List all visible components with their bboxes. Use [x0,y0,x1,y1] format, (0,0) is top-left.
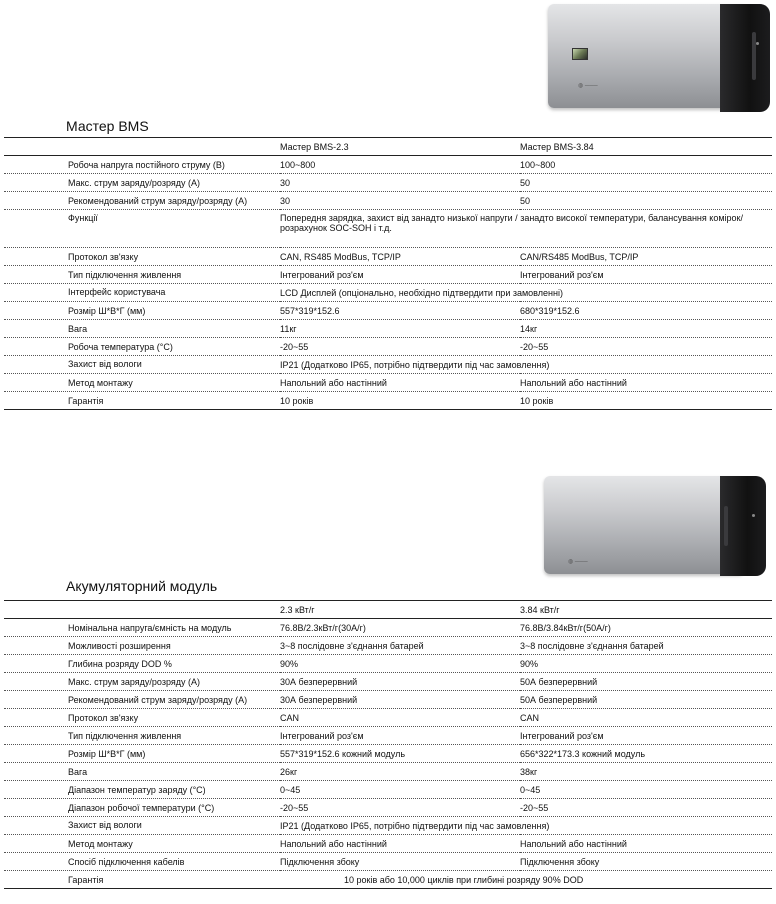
table-row [4,673,772,691]
row-label: Можливості розширення [4,637,280,655]
row-label: Спосіб підключення кабелів [4,853,280,871]
row-value: LCD Дисплей (опціонально, необхідно підтвердити при замовленні) [280,284,772,302]
table-row [4,392,772,410]
table-row [4,174,772,192]
row-label: Номінальна напруга/ємність на модуль [4,619,280,637]
row-value: 30А безперервний [280,673,520,691]
column-header: 3.84 кВт/г [520,601,772,619]
row-value: Інтегрований роз'єм [520,727,772,745]
row-value: 100~800 [520,156,772,174]
row-label: Захист від вологи [4,356,280,374]
table-row [4,156,772,174]
table-row [4,619,772,637]
row-value: Напольний або настінний [520,835,772,853]
row-value: 90% [520,655,772,673]
row-value: CAN [520,709,772,727]
row-value: -20~55 [520,338,772,356]
column-header: Мастер BMS-3.84 [520,138,772,156]
row-value: 0~45 [280,781,520,799]
column-header: 2.3 кВт/г [280,601,520,619]
row-value: 3~8 послідовне з'єднання батарей [520,637,772,655]
module-spec-table [4,600,772,889]
row-value: 50А безперервний [520,691,772,709]
row-label: Інтерфейс користувача [4,284,280,302]
row-value: Інтегрований роз'єм [280,727,520,745]
row-label: Тип підключення живлення [4,727,280,745]
row-value: 30 [280,174,520,192]
row-label: Тип підключення живлення [4,266,280,284]
row-value: 100~800 [280,156,520,174]
table-row [4,745,772,763]
row-value: 26кг [280,763,520,781]
row-value: Попередня зарядка, захист від занадто низької напруги / занадто високої температури, балансування комірок/ розрахунок SOC-SOH і т.д. [280,210,772,248]
row-value: -20~55 [520,799,772,817]
row-label: Вага [4,320,280,338]
table-row [4,727,772,745]
row-value: 656*322*173.3 кожний модуль [520,745,772,763]
row-value: 680*319*152.6 [520,302,772,320]
row-value: Напольний або настінний [520,374,772,392]
row-label: Вага [4,763,280,781]
row-value: CAN/RS485 ModBus, TCP/IP [520,248,772,266]
table-row [4,781,772,799]
table-row [4,853,772,871]
row-value: CAN [280,709,520,727]
row-value: 10 років або 10,000 циклів при глибині розряду 90% DOD [280,871,772,889]
table-row [4,302,772,320]
table-row [4,338,772,356]
row-value: 10 років [280,392,520,410]
row-label: Метод монтажу [4,374,280,392]
row-label: Протокол зв'язку [4,709,280,727]
row-value: 50 [520,174,772,192]
row-label: Функції [4,210,280,248]
row-value: 90% [280,655,520,673]
battery-module-image: ◍ ─── [544,476,766,576]
row-value: Підключення збоку [520,853,772,871]
table-row [4,210,772,248]
row-label: Розмір Ш*В*Г (мм) [4,302,280,320]
table-header-row [4,601,772,619]
row-value: 14кг [520,320,772,338]
table-row [4,248,772,266]
table-row [4,763,772,781]
row-value: 30А безперервний [280,691,520,709]
table-row [4,817,772,835]
row-value: Напольний або настінний [280,835,520,853]
row-value: 38кг [520,763,772,781]
table-row [4,655,772,673]
row-value: 50А безперервний [520,673,772,691]
row-label: Рекомендований струм заряду/розряду (А) [4,192,280,210]
module-section-title: Акумуляторний модуль [66,578,218,594]
row-value: 30 [280,192,520,210]
row-label: Макс. струм заряду/розряду (А) [4,174,280,192]
bms-spec-table [4,137,772,410]
row-value: Інтегрований роз'єм [520,266,772,284]
row-value: 10 років [520,392,772,410]
table-header-row [4,138,772,156]
row-value: -20~55 [280,799,520,817]
row-label: Робоча температура (°C) [4,338,280,356]
bms-section-title: Мастер BMS [66,118,149,134]
row-value: 50 [520,192,772,210]
table-row [4,266,772,284]
table-row [4,284,772,302]
row-label: Розмір Ш*В*Г (мм) [4,745,280,763]
column-header: Мастер BMS-2.3 [280,138,520,156]
row-value: 76.8В/3.84кВт/г(50А/г) [520,619,772,637]
row-label: Протокол зв'язку [4,248,280,266]
table-row [4,374,772,392]
row-value: Інтегрований роз'єм [280,266,520,284]
row-label: Метод монтажу [4,835,280,853]
row-value: IP21 (Додатково IP65, потрібно підтвердити під час замовлення) [280,356,772,374]
table-row [4,320,772,338]
row-label: Робоча напруга постійного струму (В) [4,156,280,174]
table-row [4,799,772,817]
row-value: CAN, RS485 ModBus, TCP/IP [280,248,520,266]
row-value: 0~45 [520,781,772,799]
table-row [4,356,772,374]
row-value: 76.8В/2.3кВт/г(30А/г) [280,619,520,637]
row-value: 11кг [280,320,520,338]
row-value: 3~8 послідовне з'єднання батарей [280,637,520,655]
table-row [4,192,772,210]
row-value: Підключення збоку [280,853,520,871]
row-value: -20~55 [280,338,520,356]
row-value: 557*319*152.6 кожний модуль [280,745,520,763]
row-label: Захист від вологи [4,817,280,835]
table-row [4,835,772,853]
row-label: Глибина розряду DOD % [4,655,280,673]
bms-product-image: ◍ ─── [548,4,770,112]
table-row [4,871,772,889]
table-row [4,709,772,727]
row-label: Діапазон температур заряду (°C) [4,781,280,799]
row-label: Діапазон робочої температури (°C) [4,799,280,817]
row-label: Гарантія [4,871,280,889]
row-label: Рекомендований струм заряду/розряду (А) [4,691,280,709]
row-value: IP21 (Додатково IP65, потрібно підтвердити під час замовлення) [280,817,772,835]
table-row [4,691,772,709]
row-value: 557*319*152.6 [280,302,520,320]
row-value: Напольний або настінний [280,374,520,392]
row-label: Макс. струм заряду/розряду (А) [4,673,280,691]
row-label: Гарантія [4,392,280,410]
table-row [4,637,772,655]
